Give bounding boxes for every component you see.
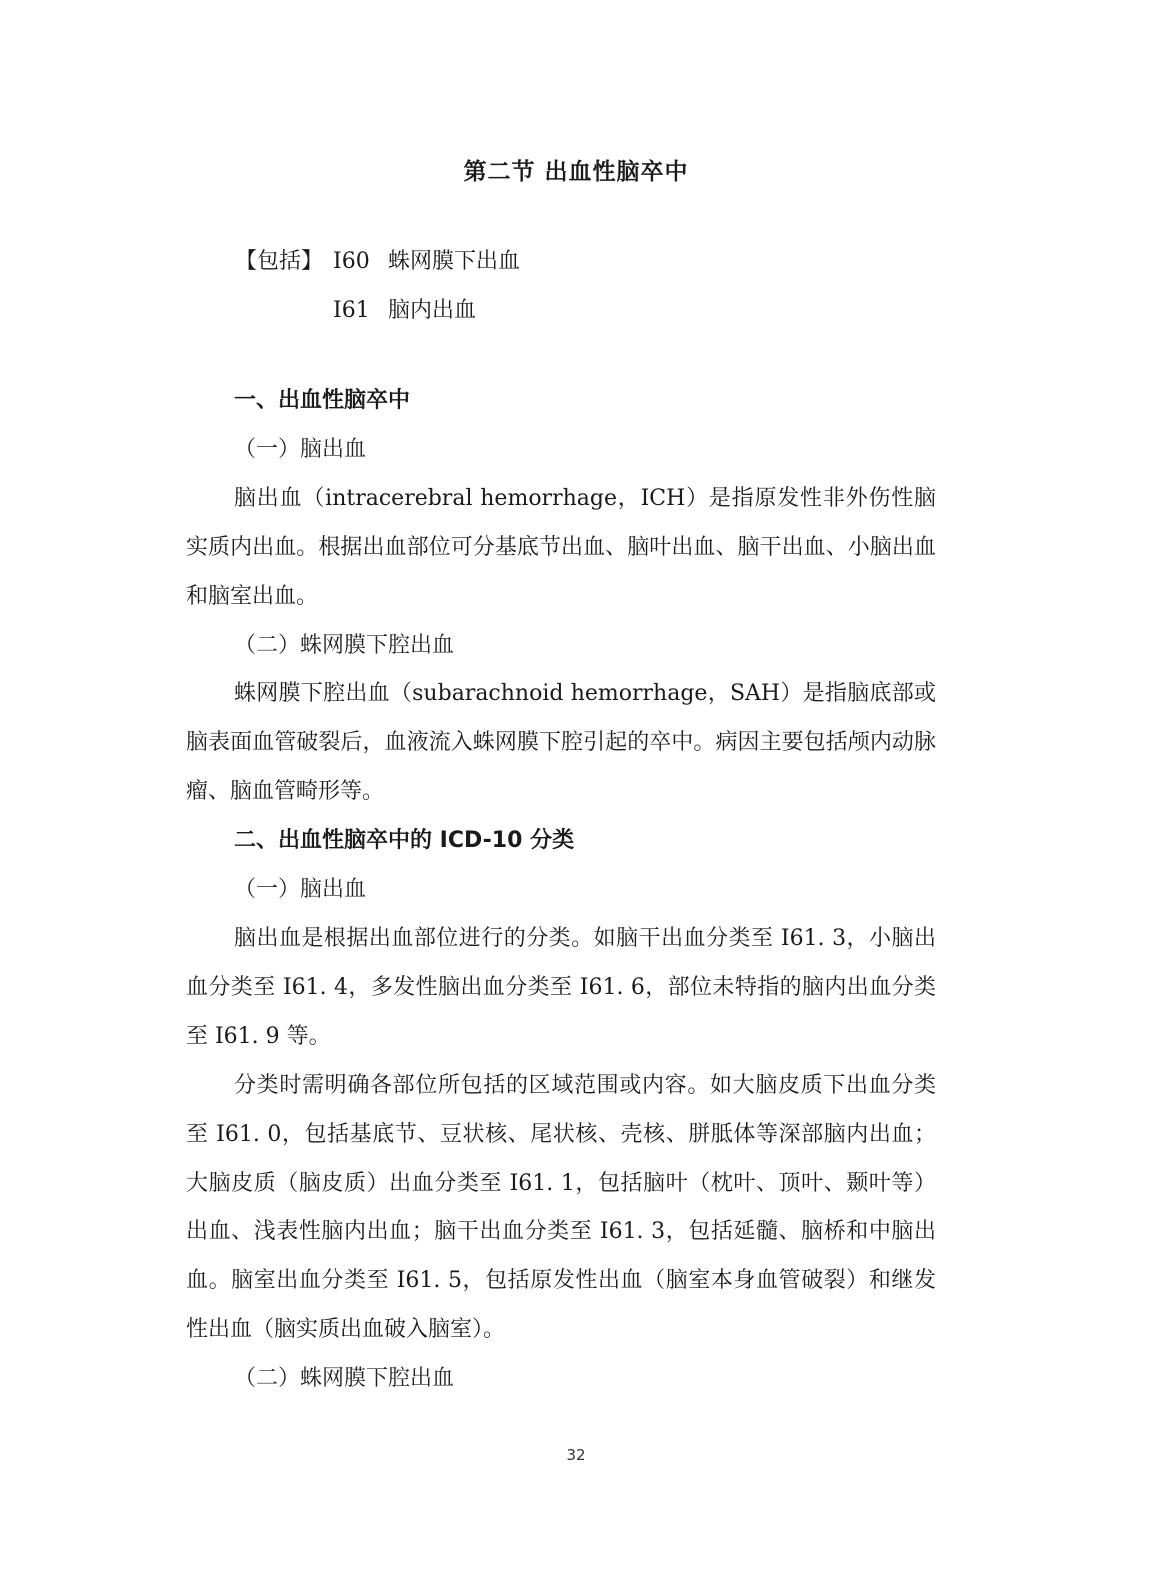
- paragraph: 脑出血是根据出血部位进行的分类。如脑干出血分类至 I61. 3，小脑出血分类至 I61. 4，多发性脑出血分类至 I61. 6，部位未特指的脑内出血分类至 I61. 9 等。: [186, 925, 936, 1049]
- heading-level-2: （一）脑出血: [234, 877, 367, 903]
- heading-level-2: （二）蛛网膜下腔出血: [234, 1366, 455, 1392]
- section-title: 第二节 出血性脑卒中: [463, 159, 689, 185]
- page-number: 32: [566, 1446, 586, 1464]
- include-item: [235, 237, 520, 286]
- heading-level-2: （二）蛛网膜下腔出血: [234, 632, 455, 658]
- includes-list: [235, 237, 520, 335]
- heading-level-1: 一、出血性脑卒中: [234, 388, 411, 413]
- paragraph: 脑出血（intracerebral hemorrhage，ICH）是指原发性非外伤性脑实质内出血。根据出血部位可分基底节出血、脑叶出血、脑干出血、小脑出血和脑室出血。: [186, 485, 936, 609]
- heading-level-1: 二、出血性脑卒中的 ICD-10 分类: [234, 828, 575, 854]
- body-content: [186, 377, 936, 1404]
- heading-level-2: （一）脑出血: [234, 436, 367, 462]
- include-code: I61: [333, 297, 370, 323]
- paragraph: 分类时需明确各部位所包括的区域范围或内容。如大脑皮质下出血分类至 I61. 0，包括基底节、豆状核、尾状核、壳核、胼胝体等深部脑内出血；大脑皮质（脑皮质）出血分类至 I61. 1，包括脑叶（枕叶、顶叶、颞叶等）出血、浅表性脑内出血；脑干出血分类至 I61. 3，包括延髓、脑桥和中脑出血。脑室出血分类至 I61. 5，包括原发性出血（脑室本身血管破裂）和继发性出血（脑实质出血破入脑室）。: [186, 1072, 936, 1343]
- include-code: I60: [333, 248, 370, 274]
- paragraph: 蛛网膜下腔出血（subarachnoid hemorrhage，SAH）是指脑底部或脑表面血管破裂后，血液流入蛛网膜下腔引起的卒中。病因主要包括颅内动脉瘤、脑血管畸形等。: [186, 681, 936, 805]
- include-name: 蛛网膜下出血: [388, 248, 521, 274]
- include-label: 【包括】: [235, 248, 324, 274]
- include-item: [235, 286, 520, 335]
- include-name: 脑内出血: [388, 297, 477, 323]
